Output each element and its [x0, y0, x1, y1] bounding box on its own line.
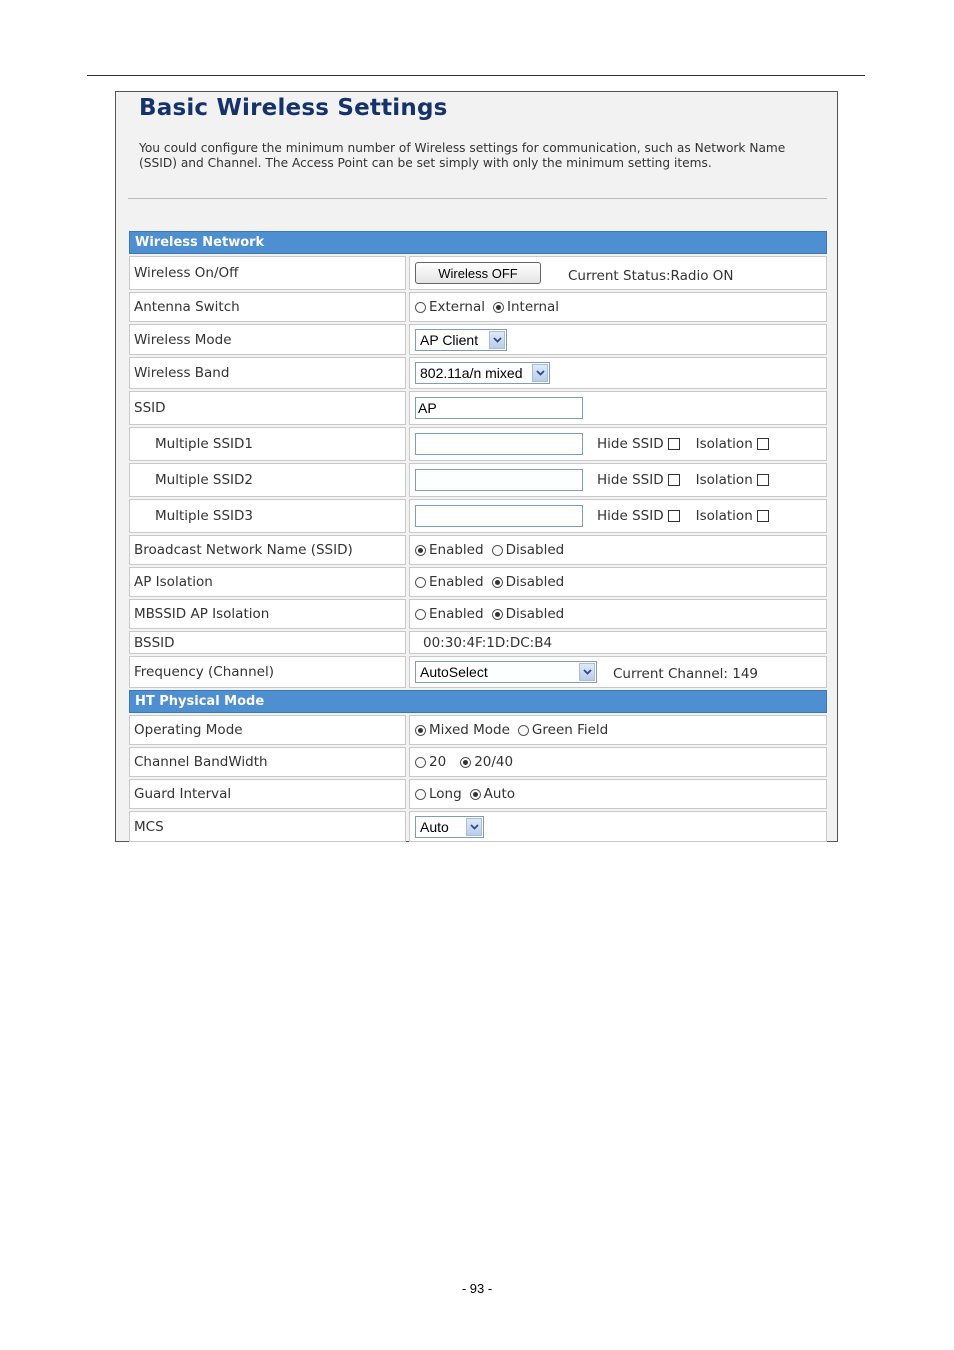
multiple-ssid2-input[interactable] [415, 469, 583, 491]
label-wireless-onoff: Wireless On/Off [129, 256, 406, 290]
radio-unchecked-icon [415, 302, 426, 313]
label-broadcast-ssid: Broadcast Network Name (SSID) [129, 535, 406, 565]
radio-checked-icon [415, 545, 426, 556]
row-multiple-ssid1: Multiple SSID1 Hide SSID Isolation [129, 427, 827, 461]
page-description: You could configure the minimum number of Wireless settings for communication, such as Network Name (SSID) and Channel. The Access Point can be set simply with only the minimum setting items. [139, 141, 786, 170]
radio-status-text: Current Status:Radio ON [568, 268, 734, 284]
radio-unchecked-icon [415, 757, 426, 768]
radio-antenna-internal[interactable]: Internal [493, 299, 559, 315]
row-mbssid-isolation [129, 599, 827, 629]
radio-guard-auto[interactable]: Auto [470, 786, 515, 802]
section-header-wireless-network: Wireless Network [129, 231, 827, 254]
hide-ssid2-checkbox[interactable] [668, 474, 680, 486]
row-frequency [129, 656, 827, 688]
label-multiple-ssid3: Multiple SSID3 [129, 499, 406, 533]
label-antenna-switch: Antenna Switch [129, 292, 406, 322]
radio-checked-icon [492, 577, 503, 588]
row-wireless-mode [129, 324, 827, 355]
bssid-value: 00:30:4F:1D:DC:B4 [423, 634, 553, 651]
label-wireless-band: Wireless Band [129, 357, 406, 389]
radio-unchecked-icon [415, 577, 426, 588]
radio-unchecked-icon [415, 789, 426, 800]
label-bssid: BSSID [129, 631, 406, 654]
label-mbssid-isolation: MBSSID AP Isolation [129, 599, 406, 629]
radio-checked-icon [492, 609, 503, 620]
chevron-down-icon [466, 818, 482, 836]
frequency-select[interactable]: AutoSelect [415, 661, 597, 683]
label-frequency: Frequency (Channel) [129, 656, 406, 688]
ssid-input[interactable]: AP [415, 397, 583, 419]
isolation-ssid1-checkbox[interactable] [757, 438, 769, 450]
radio-broadcast-enabled[interactable]: Enabled [415, 542, 484, 558]
divider [128, 198, 827, 199]
row-wireless-band [129, 357, 827, 389]
radio-ap-isolation-disabled[interactable]: Disabled [492, 574, 565, 590]
row-bssid [129, 631, 827, 654]
row-mcs [129, 811, 827, 842]
isolation-ssid2-checkbox[interactable] [757, 474, 769, 486]
wireless-mode-select[interactable]: AP Client [415, 329, 507, 351]
radio-mbssid-disabled[interactable]: Disabled [492, 606, 565, 622]
radio-checked-icon [460, 757, 471, 768]
top-rule [87, 75, 865, 76]
radio-unchecked-icon [415, 609, 426, 620]
radio-guard-long[interactable]: Long [415, 786, 462, 802]
multiple-ssid3-input[interactable] [415, 505, 583, 527]
wireless-off-button[interactable]: Wireless OFF [415, 262, 541, 284]
row-antenna-switch [129, 292, 827, 322]
radio-checked-icon [470, 789, 481, 800]
current-channel-text: Current Channel: 149 [613, 666, 759, 682]
radio-unchecked-icon [492, 545, 503, 556]
chevron-down-icon [489, 331, 505, 349]
radio-broadcast-disabled[interactable]: Disabled [492, 542, 565, 558]
section-header-ht-physical-mode: HT Physical Mode [129, 690, 827, 713]
settings-panel [115, 91, 838, 842]
label-wireless-mode: Wireless Mode [129, 324, 406, 355]
label-channel-bandwidth: Channel BandWidth [129, 747, 406, 777]
page-number: - 93 - [461, 1281, 493, 1296]
isolation-ssid3-checkbox[interactable] [757, 510, 769, 522]
chevron-down-icon [579, 663, 595, 681]
label-multiple-ssid1: Multiple SSID1 [129, 427, 406, 461]
radio-ap-isolation-enabled[interactable]: Enabled [415, 574, 484, 590]
row-multiple-ssid3: Multiple SSID3 Hide SSID Isolation [129, 499, 827, 533]
settings-table [129, 231, 827, 842]
radio-antenna-external[interactable]: External [415, 299, 485, 315]
row-guard-interval [129, 779, 827, 809]
page-title: Basic Wireless Settings [139, 95, 448, 121]
radio-mixed-mode[interactable]: Mixed Mode [415, 722, 510, 738]
radio-green-field[interactable]: Green Field [518, 722, 608, 738]
hide-ssid3-checkbox[interactable] [668, 510, 680, 522]
radio-checked-icon [493, 302, 504, 313]
radio-bandwidth-20-40[interactable]: 20/40 [460, 754, 513, 770]
label-ssid: SSID [129, 391, 406, 425]
label-operating-mode: Operating Mode [129, 715, 406, 745]
row-ap-isolation [129, 567, 827, 597]
wireless-band-select[interactable]: 802.11a/n mixed [415, 362, 550, 384]
row-ssid [129, 391, 827, 425]
chevron-down-icon [532, 364, 548, 382]
row-multiple-ssid2: Multiple SSID2 Hide SSID Isolation [129, 463, 827, 497]
label-ap-isolation: AP Isolation [129, 567, 406, 597]
radio-checked-icon [415, 725, 426, 736]
radio-bandwidth-20[interactable]: 20 [415, 754, 446, 770]
radio-mbssid-enabled[interactable]: Enabled [415, 606, 484, 622]
mcs-select[interactable]: Auto [415, 816, 484, 838]
hide-ssid1-checkbox[interactable] [668, 438, 680, 450]
label-multiple-ssid2: Multiple SSID2 [129, 463, 406, 497]
row-broadcast-ssid [129, 535, 827, 565]
label-mcs: MCS [129, 811, 406, 842]
multiple-ssid1-input[interactable] [415, 433, 583, 455]
row-channel-bandwidth [129, 747, 827, 777]
row-wireless-onoff [129, 256, 827, 290]
row-operating-mode [129, 715, 827, 745]
label-guard-interval: Guard Interval [129, 779, 406, 809]
radio-unchecked-icon [518, 725, 529, 736]
